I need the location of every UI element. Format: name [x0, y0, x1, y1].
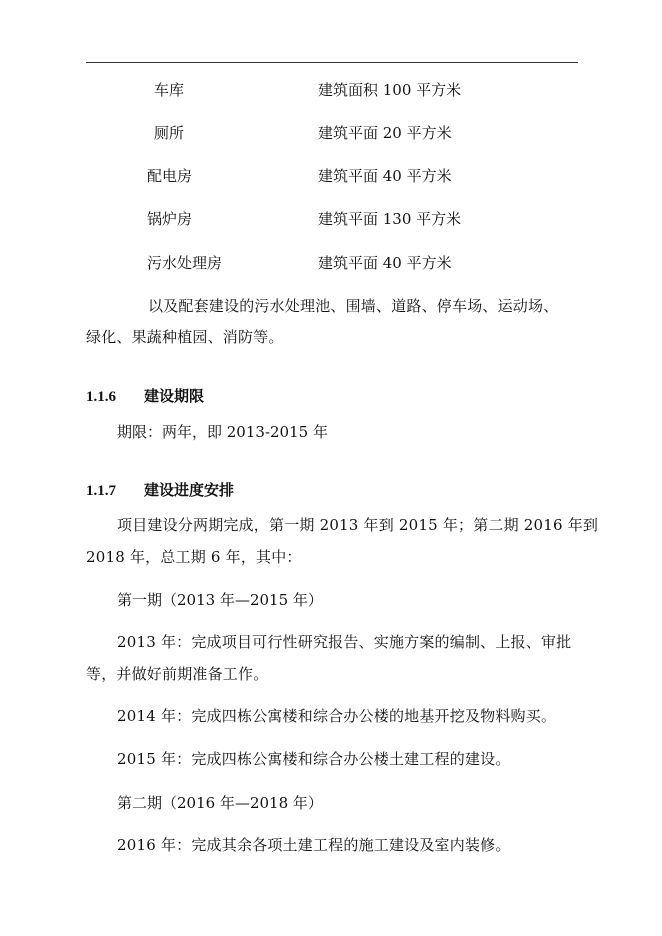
header-rule: [86, 62, 578, 63]
paragraph-line: 项目建设分两期完成，第一期 2013 年到 2015 年；第二期 2016 年到: [117, 516, 599, 534]
building-name: 车库: [154, 81, 185, 99]
paragraph-line: 等，并做好前期准备工作。: [86, 665, 269, 683]
building-name: 锅炉房: [147, 210, 193, 228]
building-area: 建筑平面 20 平方米: [318, 124, 452, 142]
phase-title: 第二期（2016 年—2018 年）: [117, 794, 323, 812]
paragraph-line: 2013 年：完成项目可行性研究报告、实施方案的编制、上报、审批: [117, 633, 572, 651]
building-area: 建筑平面 40 平方米: [318, 167, 452, 185]
building-name: 污水处理房: [147, 254, 223, 272]
paragraph-line: 2016 年：完成其余各项土建工程的施工建设及室内装修。: [117, 836, 511, 854]
phase-title: 第一期（2013 年—2015 年）: [117, 591, 323, 609]
section-title: 建设期限: [144, 387, 205, 405]
section-heading-117: [86, 480, 234, 501]
building-area: 建筑平面 40 平方米: [318, 254, 452, 272]
section-number: 1.1.6: [86, 389, 116, 405]
paragraph-line: 2014 年：完成四栋公寓楼和综合办公楼的地基开挖及物料购买。: [117, 707, 557, 725]
paragraph-line: 绿化、果蔬种植园、消防等。: [86, 328, 284, 346]
building-name: 厕所: [154, 124, 185, 142]
section-heading-116: [86, 386, 204, 407]
period-text: 期限：两年，即 2013-2015 年: [117, 423, 328, 441]
paragraph-line: 2015 年：完成四栋公寓楼和综合办公楼土建工程的建设。: [117, 750, 511, 768]
section-title: 建设进度安排: [144, 481, 235, 499]
paragraph-line: 以及配套建设的污水处理池、围墙、道路、停车场、运动场、: [148, 297, 559, 315]
building-name: 配电房: [147, 167, 193, 185]
building-area: 建筑平面 130 平方米: [318, 210, 462, 228]
paragraph-line: 2018 年，总工期 6 年，其中：: [86, 548, 302, 566]
building-area: 建筑面积 100 平方米: [318, 81, 462, 99]
section-number: 1.1.7: [86, 483, 116, 499]
